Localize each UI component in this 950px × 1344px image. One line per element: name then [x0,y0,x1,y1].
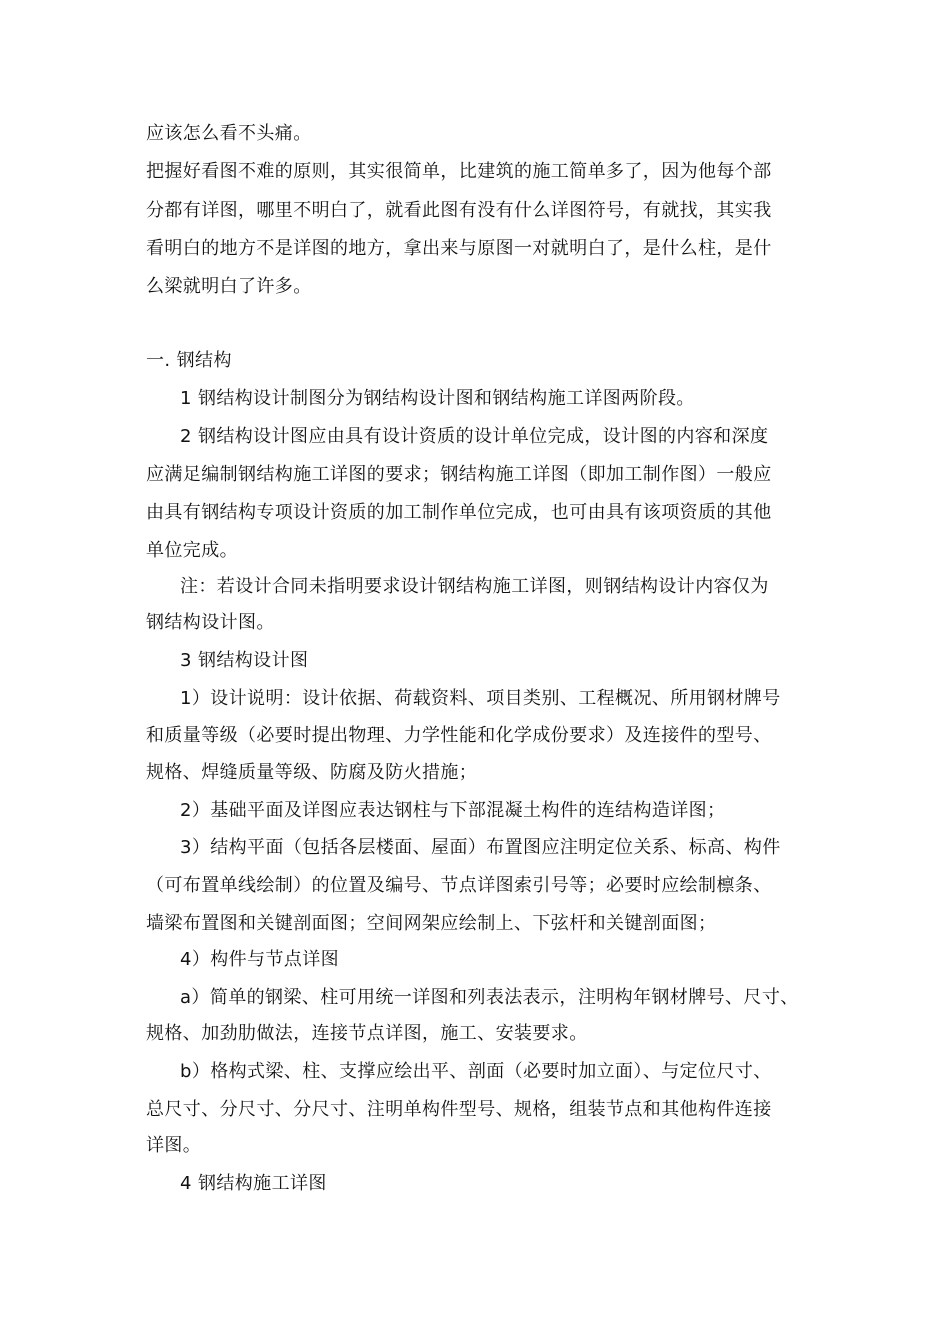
text-line: 2）基础平面及详图应表达钢柱与下部混凝土构件的连结构造详图； [180,800,726,821]
text-line: 墙梁布置图和关键剖面图；空间网架应绘制上、下弦杆和关键剖面图； [146,913,717,934]
text-line: 2 钢结构设计图应由具有设计资质的设计单位完成，设计图的内容和深度 [180,426,769,447]
text-line: （可布置单线绘制）的位置及编号、节点详图索引号等；必要时应绘制檩条、 [146,875,772,896]
text-line: b）格构式梁、柱、支撑应绘出平、剖面（必要时加立面）、与定位尺寸、 [180,1061,772,1082]
text-line: 么梁就明白了许多。 [146,276,312,297]
note-line: 注：若设计合同未指明要求设计钢结构施工详图，则钢结构设计内容仅为 [180,576,769,597]
text-line: 和质量等级（必要时提出物理、力学性能和化学成份要求）及连接件的型号、 [146,725,772,746]
text-line: 3）结构平面（包括各层楼面、屋面）布置图应注明定位关系、标高、构件 [180,837,781,858]
text-line: a）简单的钢梁、柱可用统一详图和列表法表示，注明构年钢材牌号、尺寸、 [180,987,799,1008]
section-heading: 一. 钢结构 [146,350,232,371]
text-line: 看明白的地方不是详图的地方，拿出来与原图一对就明白了，是什么柱，是什 [146,238,772,259]
text-line: 总尺寸、分尺寸、分尺寸、注明单构件型号、规格，组装节点和其他构件连接 [146,1099,772,1120]
text-line: 应该怎么看不头痛。 [146,123,312,144]
text-line: 规格、加劲肋做法，连接节点详图，施工、安装要求。 [146,1023,588,1044]
text-line: 由具有钢结构专项设计资质的加工制作单位完成，也可由具有该项资质的其他 [146,502,772,523]
text-line: 单位完成。 [146,540,238,561]
text-line: 分都有详图，哪里不明白了，就看此图有没有什么详图符号，有就找，其实我 [146,200,772,221]
text-line: 应满足编制钢结构施工详图的要求；钢结构施工详图（即加工制作图）一般应 [146,464,772,485]
subsection-heading: 3 钢结构设计图 [180,650,309,671]
text-line: 规格、焊缝质量等级、防腐及防火措施； [146,762,478,783]
text-line: 详图。 [146,1135,202,1156]
note-line: 钢结构设计图。 [146,612,275,633]
text-line: 4）构件与节点详图 [180,949,340,970]
text-line: 1 钢结构设计制图分为钢结构设计图和钢结构施工详图两阶段。 [180,388,695,409]
subsection-heading: 4 钢结构施工详图 [180,1173,327,1194]
text-line: 把握好看图不难的原则，其实很简单，比建筑的施工简单多了，因为他每个部 [146,161,772,182]
text-line: 1）设计说明：设计依据、荷载资料、项目类别、工程概况、所用钢材牌号 [180,688,781,709]
